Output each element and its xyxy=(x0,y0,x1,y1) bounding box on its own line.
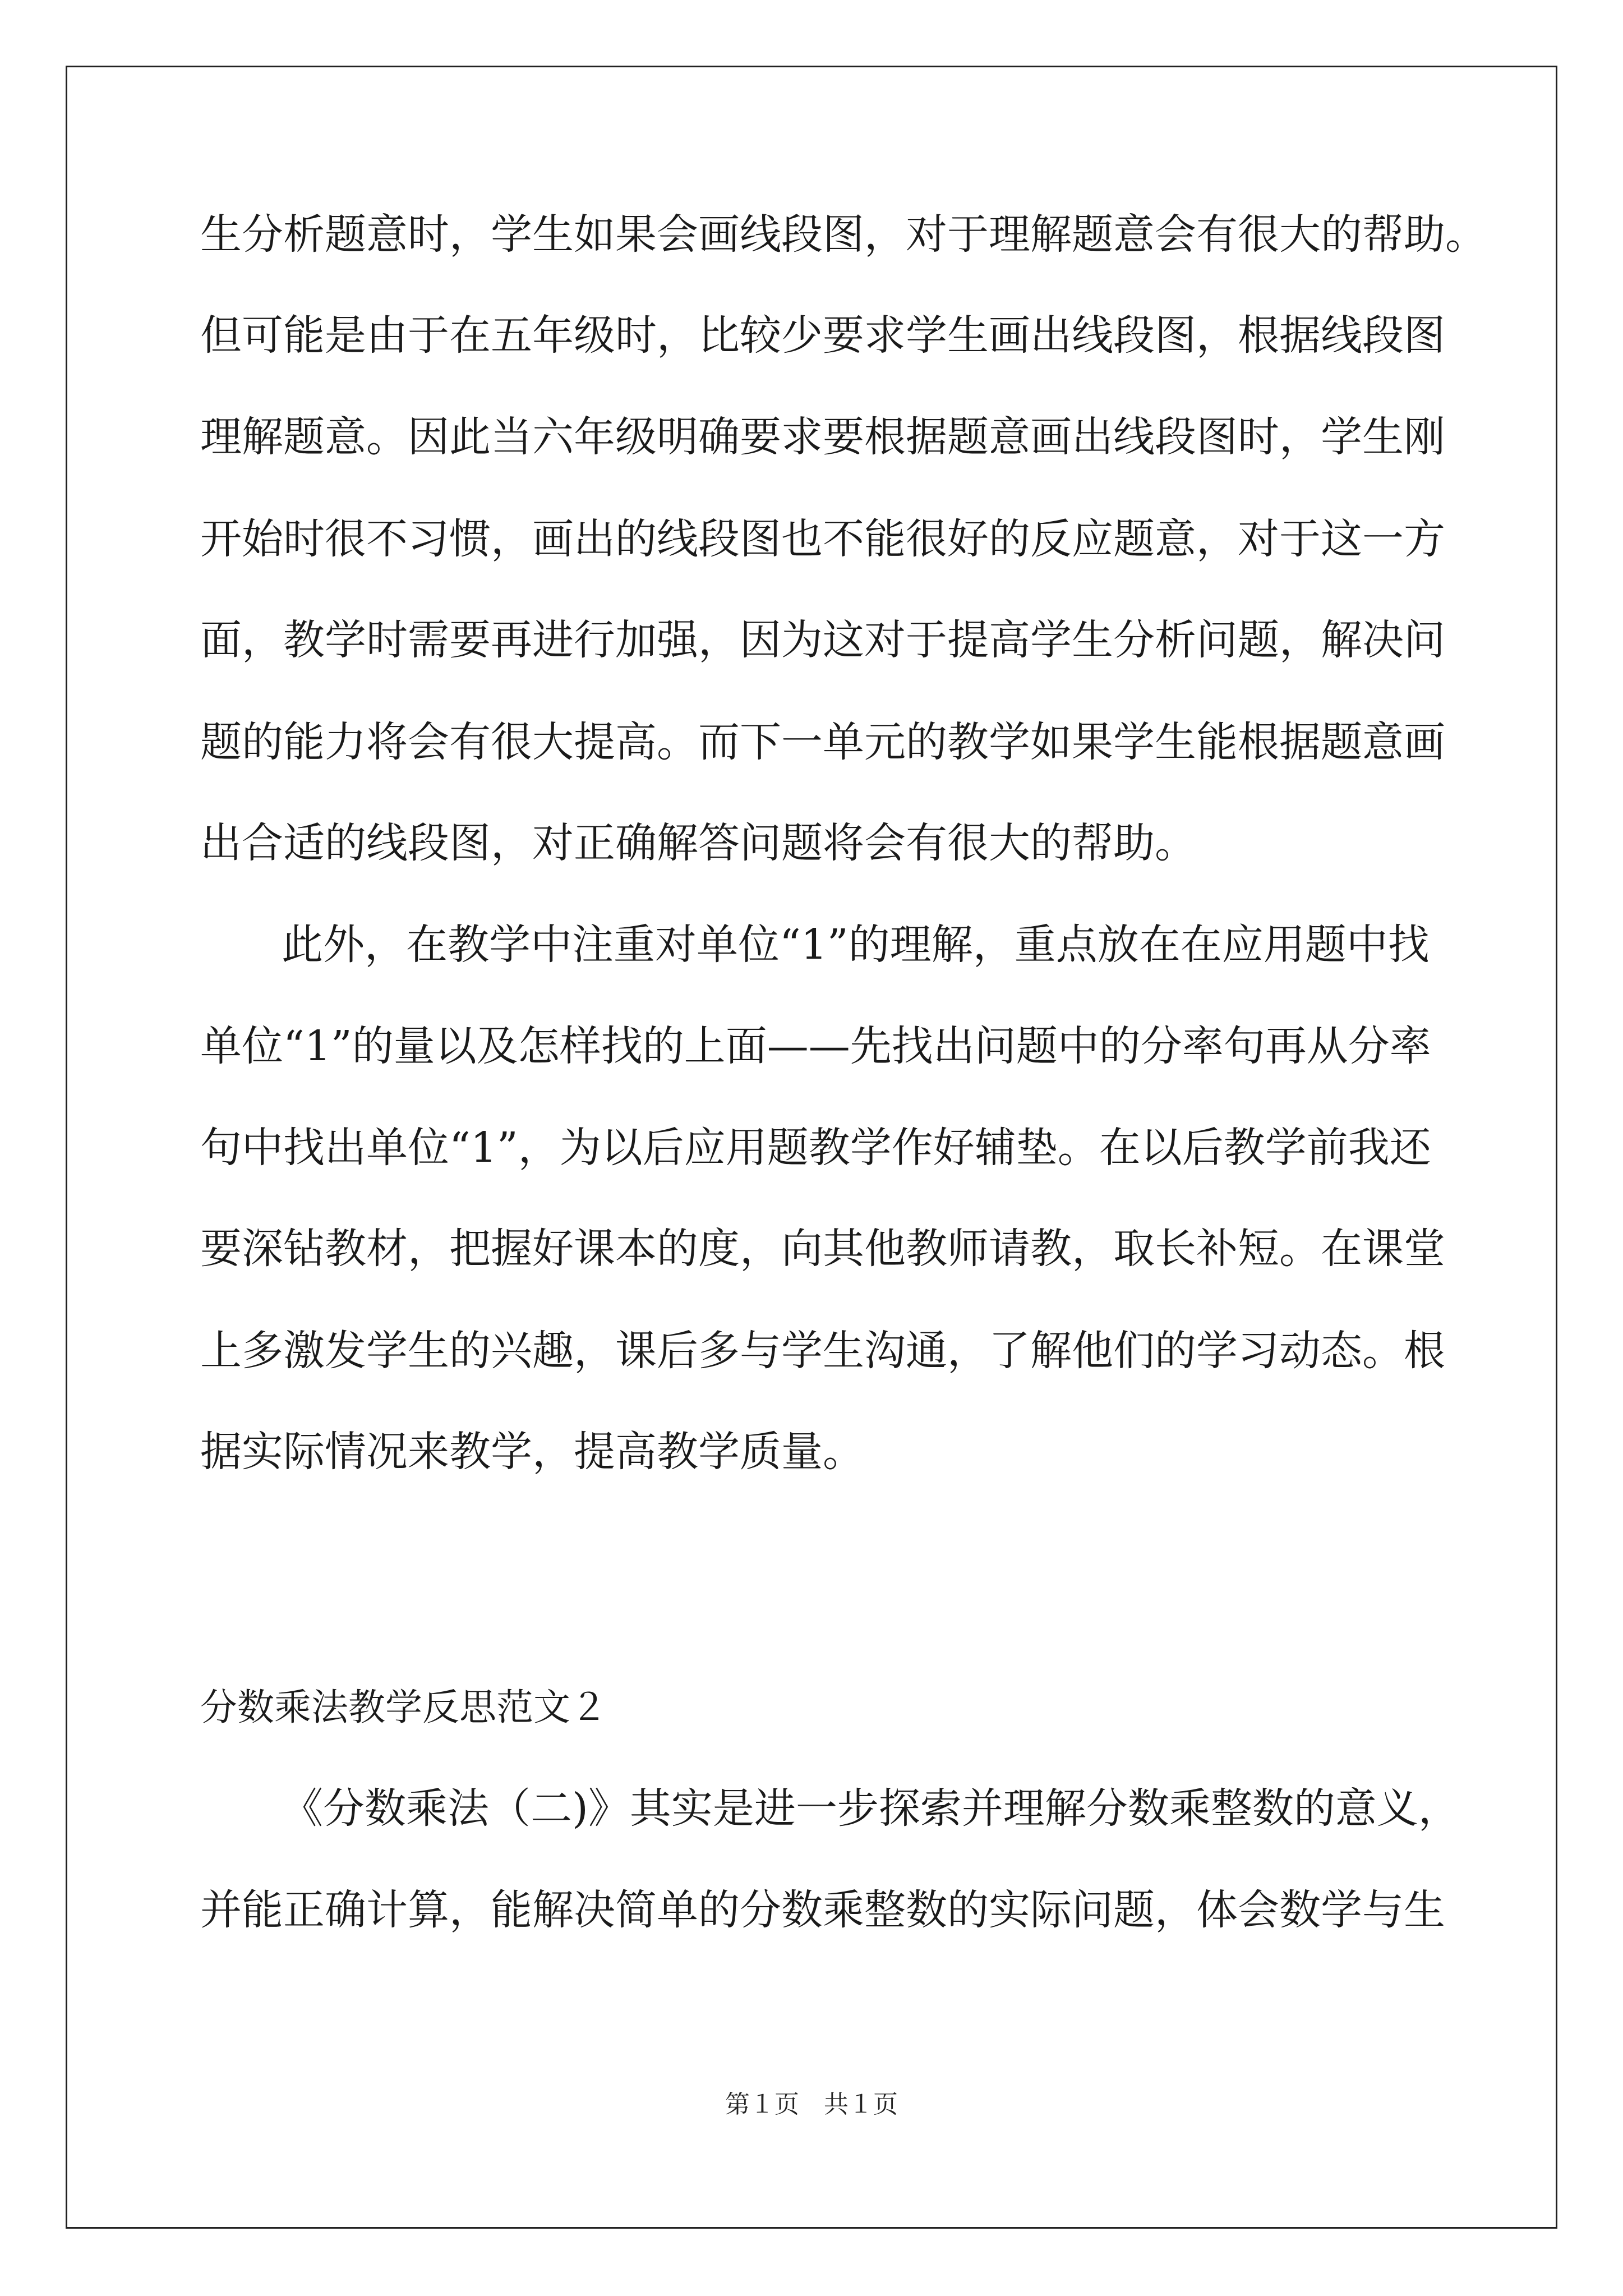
paragraph-2-line: 要深钻教材，把握好课本的度，向其他教师请教，取长补短。在课堂 xyxy=(200,1225,1445,1273)
paragraph-2-line: 句中找出单位“1”，为以后应用题教学作好辅垫。在以后教学前我还 xyxy=(200,1124,1431,1172)
section-heading: 分数乘法教学反思范文２ xyxy=(200,1686,607,1729)
paragraph-3-line: 《分数乘法（二)》其实是进一步探索并理解分数乘整数的意义， xyxy=(282,1784,1460,1833)
paragraph-1-line: 题的能力将会有很大提高。而下一单元的教学如果学生能根据题意画 xyxy=(200,718,1445,766)
paragraph-2-line: 单位“1”的量以及怎样找的上面——先找出问题中的分率句再从分率 xyxy=(200,1022,1431,1070)
paragraph-1-line: 理解题意。因此当六年级明确要求要根据题意画出线段图时，学生刚 xyxy=(200,413,1445,461)
page-footer: 第１页 共１页 xyxy=(725,2090,898,2119)
paragraph-2-line: 据实际情况来教学，提高教学质量。 xyxy=(200,1428,864,1476)
paragraph-1-line: 但可能是由于在五年级时，比较少要求学生画出线段图，根据线段图 xyxy=(200,311,1445,360)
paragraph-3-line: 并能正确计算，能解决简单的分数乘整数的实际问题，体会数学与生 xyxy=(200,1886,1445,1934)
paragraph-1-line: 生分析题意时，学生如果会画线段图，对于理解题意会有很大的帮助。 xyxy=(200,210,1487,259)
paragraph-2-line: 此外，在教学中注重对单位“1”的理解，重点放在在应用题中找 xyxy=(282,921,1430,969)
paragraph-1-line: 出合适的线段图，对正确解答问题将会有很大的帮助。 xyxy=(200,819,1196,867)
paragraph-1-line: 开始时很不习惯，画出的线段图也不能很好的反应题意，对于这一方 xyxy=(200,515,1445,563)
paragraph-1-line: 面，教学时需要再进行加强，因为这对于提高学生分析问题，解决问 xyxy=(200,616,1445,664)
paragraph-2-line: 上多激发学生的兴趣，课后多与学生沟通，了解他们的学习动态。根 xyxy=(200,1327,1445,1375)
